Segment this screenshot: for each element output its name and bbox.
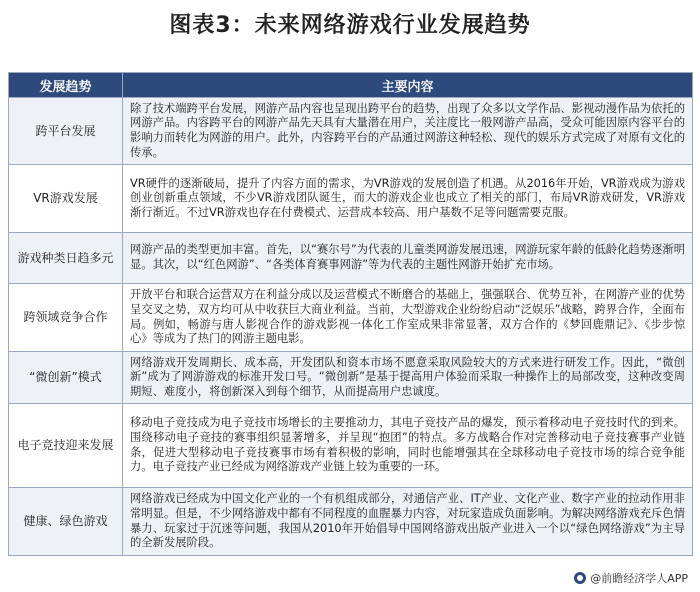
table-row (9, 165, 693, 233)
table-row (9, 404, 693, 488)
table-row (9, 284, 693, 352)
trend-cell: 跨领域竞争合作 (9, 284, 123, 352)
header-content: 主要内容 (123, 73, 693, 98)
trend-cell: VR游戏发展 (9, 165, 123, 233)
table-row (9, 233, 693, 284)
source-text: @前瞻经济学人APP (590, 572, 688, 585)
trend-table (8, 72, 693, 556)
table-row (9, 98, 693, 165)
table-header-row (9, 73, 693, 98)
source-footer (574, 570, 688, 586)
chart-title: 图表3：未来网络游戏行业发展趋势 (169, 13, 531, 38)
trend-cell: 跨平台发展 (9, 98, 123, 165)
content-cell: VR硬件的逐渐破局，提升了内容方面的需求，为VR游戏的发展创造了机遇。从2016年开始，VR游戏成为游戏创业创新重点领域，不少VR游戏团队诞生，而大的游戏企业也成立了相关的部门，布局VR游戏研发，VR游戏渐行渐近。不过VR游戏也存在付费模式、运营成本较高、用户基数不足等问题需要克服。 (123, 165, 693, 233)
header-trend: 发展趋势 (9, 73, 123, 98)
table-row (9, 352, 693, 404)
brand-logo-icon (574, 572, 586, 584)
trend-cell: 健康、绿色游戏 (9, 488, 123, 556)
trend-cell: “微创新”模式 (9, 352, 123, 404)
table-row (9, 488, 693, 556)
content-cell: 网游产品的类型更加丰富。首先，以“赛尔号”为代表的儿童类网游发展迅速，网游玩家年龄的低龄化趋势逐渐明显。其次，以“红色网游”、“各类体育赛事网游”等为代表的主题性网游开始扩充市场。 (123, 233, 693, 284)
content-cell: 网络游戏开发周期长、成本高，开发团队和资本市场不愿意采取风险较大的方式来进行研发工作。因此，“微创新”成为了网游游戏的标准开发口号。“微创新”是基于提高用户体验而采取一种操作上的局部改变，这种改变周期短、难度小，将创新深入到每个细节，从而提高用户忠诚度。 (123, 352, 693, 404)
content-cell: 开放平台和联合运营双方在利益分成以及运营模式不断磨合的基础上，强强联合、优势互补，在网游产业的优势呈交叉之势，双方均可从中收获巨大商业利益。当前，大型游戏企业纷纷启动“泛娱乐”战略，跨界合作，全面布局。例如，畅游与唐人影视合作的游戏影视一体化工作室成果非常显著，双方合作的《梦回鹿鼎记》、《步步惊心》等成为了热门的网游主题电影。 (123, 284, 693, 352)
trend-cell: 电子竞技迎来发展 (9, 404, 123, 488)
content-cell: 移动电子竞技成为电子竞技市场增长的主要推动力，其电子竞技产品的爆发，预示着移动电子竞技时代的到来。围绕移动电子竞技的赛事组织显著增多，并呈现“抱团”的特点。多方战略合作对完善移动电子竞技赛事产业链条，促进大型移动电子竞技赛事市场有着积极的影响，同时也能增强其在全球移动电子竞技市场的综合竞争能力。电子竞技产业已经成为网络游戏产业链上较为重要的一环。 (123, 404, 693, 488)
content-cell: 除了技术端跨平台发展，网游产品内容也呈现出跨平台的趋势，出现了众多以文学作品、影视动漫作品为依托的网游产品。内容跨平台的网游产品先天具有大量潜在用户，关注度比一般网游产品高，受众可能因原内容平台的影响力而转化为网游的用户。此外，内容跨平台的产品通过网游这种轻松、现代的娱乐方式完成了对原有文化的传承。 (123, 98, 693, 165)
trend-cell: 游戏种类日趋多元 (9, 233, 123, 284)
content-cell: 网络游戏已经成为中国文化产业的一个有机组成部分，对通信产业、IT产业、文化产业、数字产业的拉动作用非常明显。但是，不少网络游戏中都有不同程度的血腥暴力内容，对玩家造成负面影响。为解决网络游戏充斥色情暴力、玩家过于沉迷等问题，我国从2010年开始倡导中国网络游戏出版产业进入一个以“绿色网络游戏”为主导的全新发展阶段。 (123, 488, 693, 556)
